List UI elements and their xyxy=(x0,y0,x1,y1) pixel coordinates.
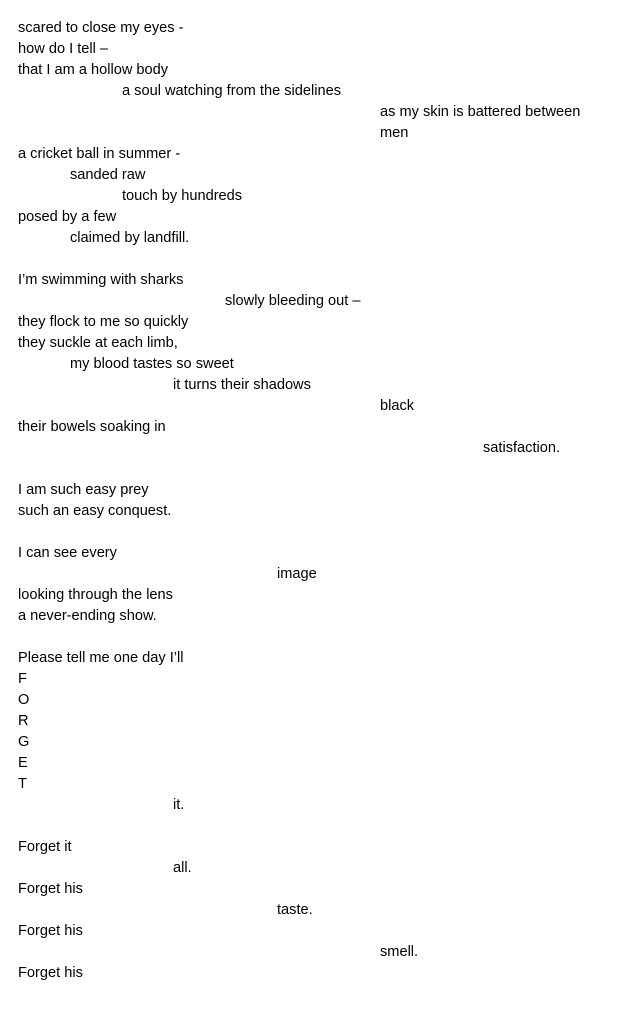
poem-line: as my skin is battered between xyxy=(380,104,581,120)
poem-line: that I am a hollow body xyxy=(18,62,169,78)
poem-line: Please tell me one day I’ll xyxy=(18,650,184,666)
poem-line: their bowels soaking in xyxy=(18,419,166,435)
poem-letter: O xyxy=(18,692,30,708)
poem-line: it turns their shadows xyxy=(173,377,311,393)
poem-line: sanded raw xyxy=(70,167,146,183)
poem-line: I am such easy prey xyxy=(18,482,149,498)
poem-line: smell. xyxy=(380,944,419,960)
poem-line: Forget his xyxy=(18,965,83,981)
poem-line: my blood tastes so sweet xyxy=(70,356,234,372)
poem-line: a cricket ball in summer - xyxy=(18,146,181,162)
poem-line: slowly bleeding out – xyxy=(225,293,361,309)
poem-line: it. xyxy=(173,797,185,813)
poem-letter: G xyxy=(18,734,30,750)
poem-line: posed by a few xyxy=(18,209,117,225)
poem-line: a soul watching from the sidelines xyxy=(122,83,342,99)
poem-line: claimed by landfill. xyxy=(70,230,190,246)
poem-line: such an easy conquest. xyxy=(18,503,172,519)
poem-line: they suckle at each limb, xyxy=(18,335,178,351)
poem-letter: R xyxy=(18,713,29,729)
poem-line: taste. xyxy=(277,902,313,918)
poem-line: men xyxy=(380,125,409,141)
poem-line: Forget his xyxy=(18,923,83,939)
poem-line: I’m swimming with sharks xyxy=(18,272,184,288)
poem-line: all. xyxy=(173,860,192,876)
poem-line: black xyxy=(380,398,415,414)
poem-line: I can see every xyxy=(18,545,117,561)
poem-line: Forget it xyxy=(18,839,72,855)
poem-letter: E xyxy=(18,755,28,771)
poem-line: how do I tell – xyxy=(18,41,109,57)
poem-line: a never-ending show. xyxy=(18,608,157,624)
poem-line: Forget his xyxy=(18,881,83,897)
poem-letter: T xyxy=(18,776,27,792)
poem-line: they flock to me so quickly xyxy=(18,314,189,330)
poem-letter: F xyxy=(18,671,27,687)
poem-line: image xyxy=(277,566,317,582)
poem-line: touch by hundreds xyxy=(122,188,243,204)
poem-line: scared to close my eyes - xyxy=(18,20,184,36)
poem-line: looking through the lens xyxy=(18,587,173,603)
poem-line: satisfaction. xyxy=(483,440,561,456)
